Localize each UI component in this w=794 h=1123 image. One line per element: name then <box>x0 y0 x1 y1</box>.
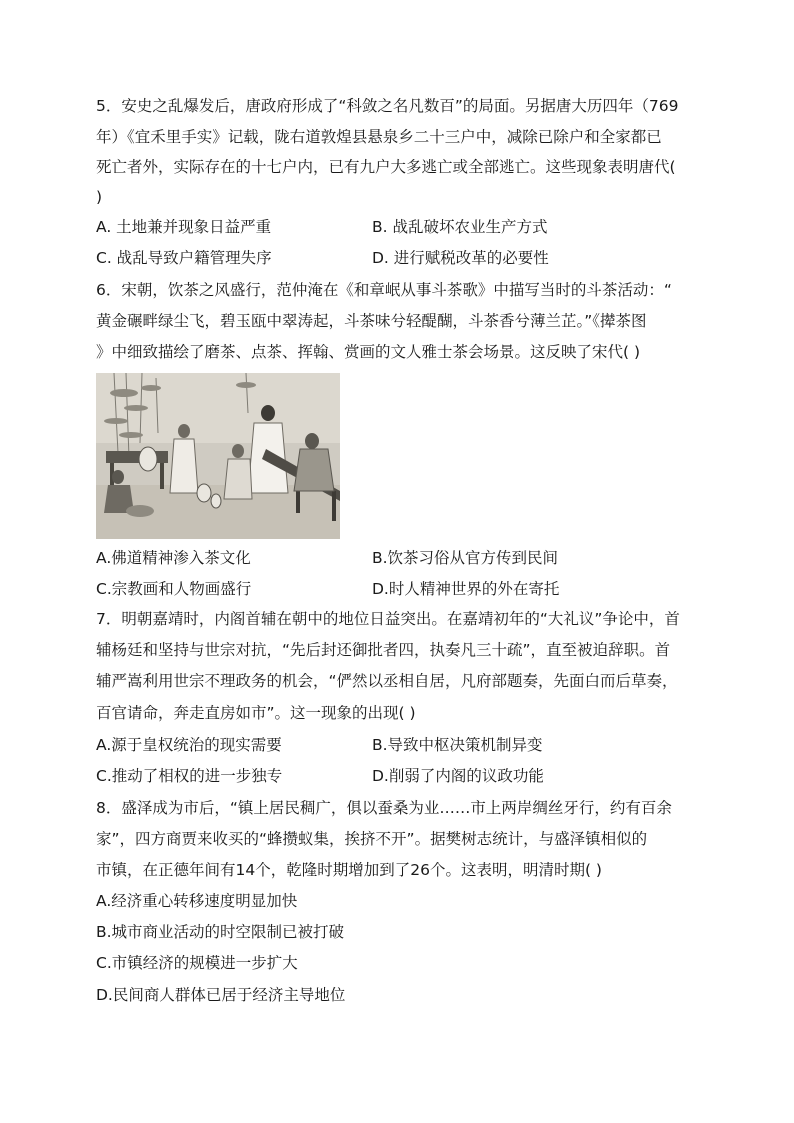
q6-stem-line-2: 黄金碾畔绿尘飞，碧玉瓯中翠涛起，斗茶味兮轻醍醐，斗茶香兮薄兰芷。”《撵茶图 <box>96 312 647 330</box>
q7-option-d[interactable]: D.削弱了内阁的议政功能 <box>372 767 544 785</box>
q5-stem-line-4: ) <box>96 188 103 206</box>
q6-option-b[interactable]: B.饮茶习俗从官方传到民间 <box>372 549 559 567</box>
q5-option-d[interactable]: D. 进行赋税改革的必要性 <box>372 249 549 267</box>
q6-option-d[interactable]: D.时人精神世界的外在寄托 <box>372 580 560 598</box>
q5-stem-line-2: 年）《宜禾里手实》记载，陇右道敦煌县悬泉乡二十三户中，减除已除户和全家都已 <box>96 128 662 146</box>
q5-stem-line-3: 死亡者外，实际存在的十七户内，已有九户大多逃亡或全部逃亡。这些现象表明唐代( <box>96 158 676 176</box>
q6-stem-line-3: 》中细致描绘了磨茶、点茶、挥翰、赏画的文人雅士茶会场景。这反映了宋代( ) <box>96 343 641 361</box>
q7-stem-line-2: 辅杨廷和坚持与世宗对抗，“先后封还御批者四，执奏凡三十疏”，直至被迫辞职。首 <box>96 641 671 659</box>
q5-option-c[interactable]: C. 战乱导致户籍管理失序 <box>96 249 272 267</box>
q8-option-d[interactable]: D.民间商人群体已居于经济主导地位 <box>96 986 346 1004</box>
q7-option-b[interactable]: B.导致中枢决策机制异变 <box>372 736 543 754</box>
q8-stem-line-3: 市镇，在正德年间有14个，乾隆时期增加到了26个。这表明，明清时期( ) <box>96 861 602 879</box>
q6-stem-line-1: 6．宋朝，饮茶之风盛行，范仲淹在《和章岷从事斗茶歌》中描写当时的斗茶活动：“ <box>96 281 672 299</box>
q8-option-c[interactable]: C.市镇经济的规模进一步扩大 <box>96 954 298 972</box>
tea-painting-image <box>96 373 340 539</box>
q8-option-b[interactable]: B.城市商业活动的时空限制已被打破 <box>96 923 345 941</box>
q7-stem-line-4: 百官请命，奔走直房如市”。这一现象的出现( ) <box>96 704 416 722</box>
q8-stem-line-2: 家”，四方商贾来收买的“蜂攒蚁集，挨挤不开”。据樊树志统计，与盛泽镇相似的 <box>96 830 648 848</box>
q7-option-a[interactable]: A.源于皇权统治的现实需要 <box>96 736 282 754</box>
q6-option-c[interactable]: C.宗教画和人物画盛行 <box>96 580 252 598</box>
q5-option-a[interactable]: A. 土地兼并现象日益严重 <box>96 218 272 236</box>
q7-stem-line-3: 辅严嵩利用世宗不理政务的机会，“俨然以丞相自居，凡府部题奏，先面白而后草奏， <box>96 672 678 690</box>
q7-stem-line-1: 7．明朝嘉靖时，内阁首辅在朝中的地位日益突出。在嘉靖初年的“大礼议”争论中，首 <box>96 610 680 628</box>
q6-option-a[interactable]: A.佛道精神渗入茶文化 <box>96 549 251 567</box>
q5-option-b[interactable]: B. 战乱破坏农业生产方式 <box>372 218 548 236</box>
q5-stem-line-1: 5．安史之乱爆发后，唐政府形成了“科敛之名凡数百”的局面。另据唐大历四年（769 <box>96 97 679 115</box>
q7-option-c[interactable]: C.推动了相权的进一步独专 <box>96 767 283 785</box>
q8-option-a[interactable]: A.经济重心转移速度明显加快 <box>96 892 298 910</box>
q8-stem-line-1: 8．盛泽成为市后，“镇上居民稠广，俱以蚕桑为业……市上两岸绸丝牙行，约有百余 <box>96 799 672 817</box>
